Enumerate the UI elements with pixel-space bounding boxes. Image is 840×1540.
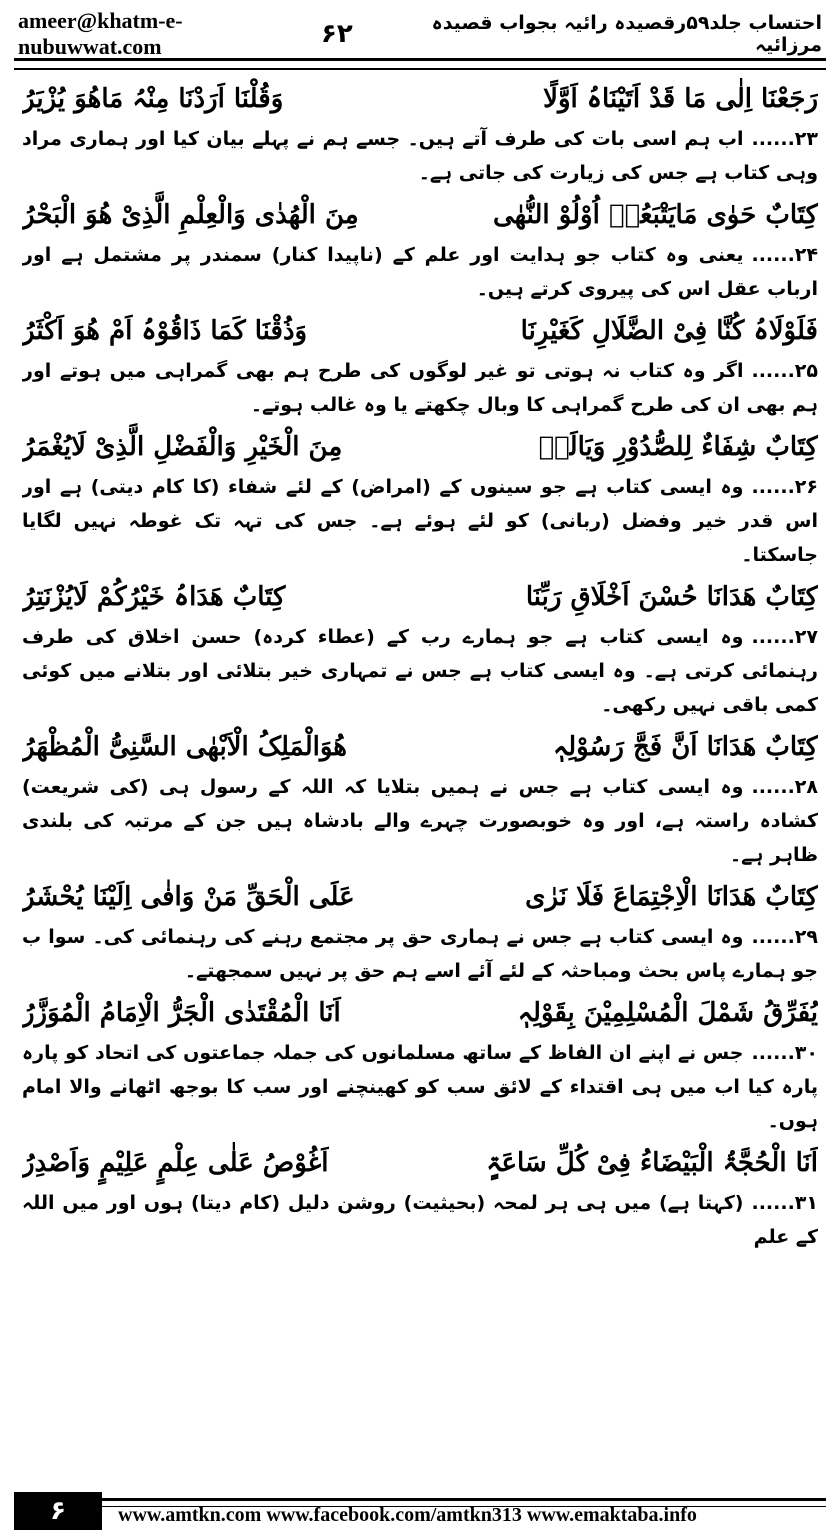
verse-number: ۲۵...... — [751, 360, 818, 382]
translation-text: وہ ایسی کتاب ہے جس نے ہماری حق پر مجتمع رہنے کی رہنمائی کی۔ سوا ب جو ہمارے پاس بحث ومباحثہ کے لئے آئے اسے ہم حق پر نہیں سمجھتے۔ — [22, 926, 818, 982]
verse-number: ۳۰...... — [751, 1042, 818, 1064]
translation-paragraph — [22, 122, 818, 190]
translation-paragraph — [22, 770, 818, 872]
verse-right-hemistich: یُفَرِّقُ شَمْلَ الْمُسْلِمِیْنَ بِقَوْلِہٖ — [517, 998, 818, 1028]
verse-line — [22, 1142, 818, 1184]
translation-paragraph — [22, 620, 818, 722]
verse-number: ۲۹...... — [751, 926, 818, 948]
verse-line — [22, 194, 818, 236]
verse-left-hemistich: اَغُوْصُ عَلٰی عِلْمٍ عَلِیْمٍ وَاَصْدِرُ — [22, 1148, 329, 1178]
verse-number: ۲۸...... — [751, 776, 818, 798]
page-body — [22, 78, 818, 1478]
verse-right-hemistich: کِتَابٌ حَوٰی مَایَتْبَعُہٗ اُوْلُوْ النُّھٰی — [493, 200, 818, 230]
translation-text: جس نے اپنے ان الفاظ کے ساتھ مسلمانوں کی جملہ جماعتوں کی اتحاد کو پارہ پارہ کیا اب میں ہی اقتداء کے لائق سب کو کھینچنے اور سب کا بوجھ اٹھانے والا امام ہوں۔ — [22, 1042, 818, 1132]
translation-paragraph — [22, 354, 818, 422]
translation-text: اگر وہ کتاب نہ ہوتی تو غیر لوگوں کی طرح ہم بھی گمراہی میں ہوتے اور ہم بھی ان کی طرح گمراہی کا وبال چکھتے یا وہ غالب ہوتے۔ — [22, 360, 818, 416]
page-footer — [14, 1488, 826, 1530]
translation-paragraph — [22, 1186, 818, 1254]
verse-right-hemistich: کِتَابٌ شِفَاءٌ لِلصُّدُوْرِ وَیَالَہٗ — [538, 432, 818, 462]
verse-right-hemistich: کِتَابٌ ھَدَانَا الْاِجْتِمَاعَ فَلَا نَرٰی — [525, 882, 818, 912]
verse-line — [22, 78, 818, 120]
verse-line — [22, 576, 818, 618]
footer-page-marker: ۶ — [14, 1492, 102, 1530]
verse-number: ۳۱...... — [751, 1192, 818, 1214]
verse-right-hemistich: فَلَوْلَاہُ کُنَّا فِیْ الضَّلَالِ کَغَیْرِنَا — [520, 316, 818, 346]
translation-text: وہ ایسی کتاب ہے جو سینوں کے (امراض) کے لئے شفاء (کا کام دیتی) ہے اور اس قدر خیر وفضل (ربانی) کو لئے ہوئے ہے۔ جس کی تہہ تک غوطہ نہیں لگایا جاسکتا۔ — [22, 476, 818, 566]
verse-right-hemistich: رَجَعْنَا اِلٰی مَا قَدْ اَتَیْنَاہُ اَوَّلًا — [543, 84, 818, 114]
verse-number: ۲۳...... — [751, 128, 818, 150]
verse-left-hemistich: اَنَا الْمُقْتَدٰی الْجَرُّ الْاِمَامُ الْمُوَزَّرُ — [22, 998, 341, 1028]
verse-line — [22, 426, 818, 468]
verse-left-hemistich: مِنَ الْھُدٰی وَالْعِلْمِ الَّذِیْ ھُوَ الْبَحْرُ — [22, 200, 359, 230]
footer-links: www.amtkn.com www.facebook.com/amtkn313 www.emaktaba.info — [118, 1504, 697, 1526]
verse-left-hemistich: کِتَابٌ ھَدَاہُ خَیْرُکُمْ لَایُزْنَتِرُ — [22, 582, 286, 612]
translation-paragraph — [22, 920, 818, 988]
verse-right-hemistich: کِتَابٌ ھَدَانَا حُسْنَ اَخْلَاقِ رَبِّنَا — [525, 582, 818, 612]
verse-line — [22, 992, 818, 1034]
page-header — [18, 8, 822, 59]
verse-line — [22, 726, 818, 768]
translation-paragraph — [22, 470, 818, 572]
verse-left-hemistich: ھُوَالْمَلِکُ الْاَبْھٰی السَّنِیُّ الْمُظْھَرُ — [22, 732, 347, 762]
verse-left-hemistich: وَذُقْنَا کَمَا ذَاقُوْہُ اَمْ ھُوَ اَکْثَرُ — [22, 316, 308, 346]
verse-left-hemistich: عَلَی الْحَقِّ مَنْ وَافٰی اِلَیْنَا یُحْشَرُ — [22, 882, 355, 912]
header-page-number: ۶۲ — [320, 19, 353, 49]
translation-paragraph — [22, 238, 818, 306]
verse-right-hemistich: کِتَابٌ ھَدَانَا اَنَّ فَجَّ رَسُوْلِہٖ — [552, 732, 818, 762]
translation-text: یعنی وہ کتاب جو ہدایت اور علم کے (ناپیدا کنار) سمندر پر مشتمل ہے اور ارباب عقل اس کی پیروی کرتے ہیں۔ — [22, 244, 818, 300]
verse-left-hemistich: مِنَ الْخَیْرِ وَالْفَضْلِ الَّذِیْ لَایُغْمَرُ — [22, 432, 343, 462]
translation-text: (کہتا ہے) میں ہی ہر لمحہ (بحیثیت) روشن دلیل (کام دیتا) ہوں اور میں اللہ کے علم — [22, 1192, 818, 1248]
translation-text: وہ ایسی کتاب ہے جس نے ہمیں بتلایا کہ اللہ کے رسول ہی (کی شریعت) کشادہ راستہ ہے، اور وہ خوبصورت چہرے والے بادشاہ ہیں جن کے مرتبہ کی بلندی ظاہر ہے۔ — [22, 776, 818, 866]
translation-paragraph — [22, 1036, 818, 1138]
translation-text: اب ہم اسی بات کی طرف آتے ہیں۔ جسے ہم نے پہلے بیان کیا اور ہماری مراد وہی کتاب ہے جس کی زیارت کی جاتی ہے۔ — [22, 128, 818, 184]
verse-number: ۲۷...... — [751, 626, 818, 648]
header-divider — [14, 58, 826, 70]
verse-right-hemistich: اَنَا الْحُجَّۃُ الْبَیْضَاءُ فِیْ کُلِّ سَاعَۃٍ — [486, 1148, 818, 1178]
verse-line — [22, 310, 818, 352]
verse-line — [22, 876, 818, 918]
verse-left-hemistich: وَقُلْنَا اَرَدْنَا مِنْہُ مَاھُوَ یُزْیَرُ — [22, 84, 284, 114]
verse-number: ۲۶...... — [751, 476, 818, 498]
header-right-group — [321, 12, 822, 56]
verse-number: ۲۴...... — [751, 244, 818, 266]
header-email: ameer@khatm-e-nubuwwat.com — [18, 8, 183, 59]
header-title: احتساب جلد۵۹رقصیدہ رائیہ بجواب قصیدہ مرزائیہ — [431, 12, 822, 56]
translation-text: وہ ایسی کتاب ہے جو ہمارے رب کے (عطاء کردہ) حسن اخلاق کی طرف رہنمائی کرتی ہے۔ وہ ایسی کتاب ہے جس نے تمہاری خیر بتلائی اور بتلانے میں کوئی کمی باقی نہیں رکھی۔ — [22, 626, 818, 716]
